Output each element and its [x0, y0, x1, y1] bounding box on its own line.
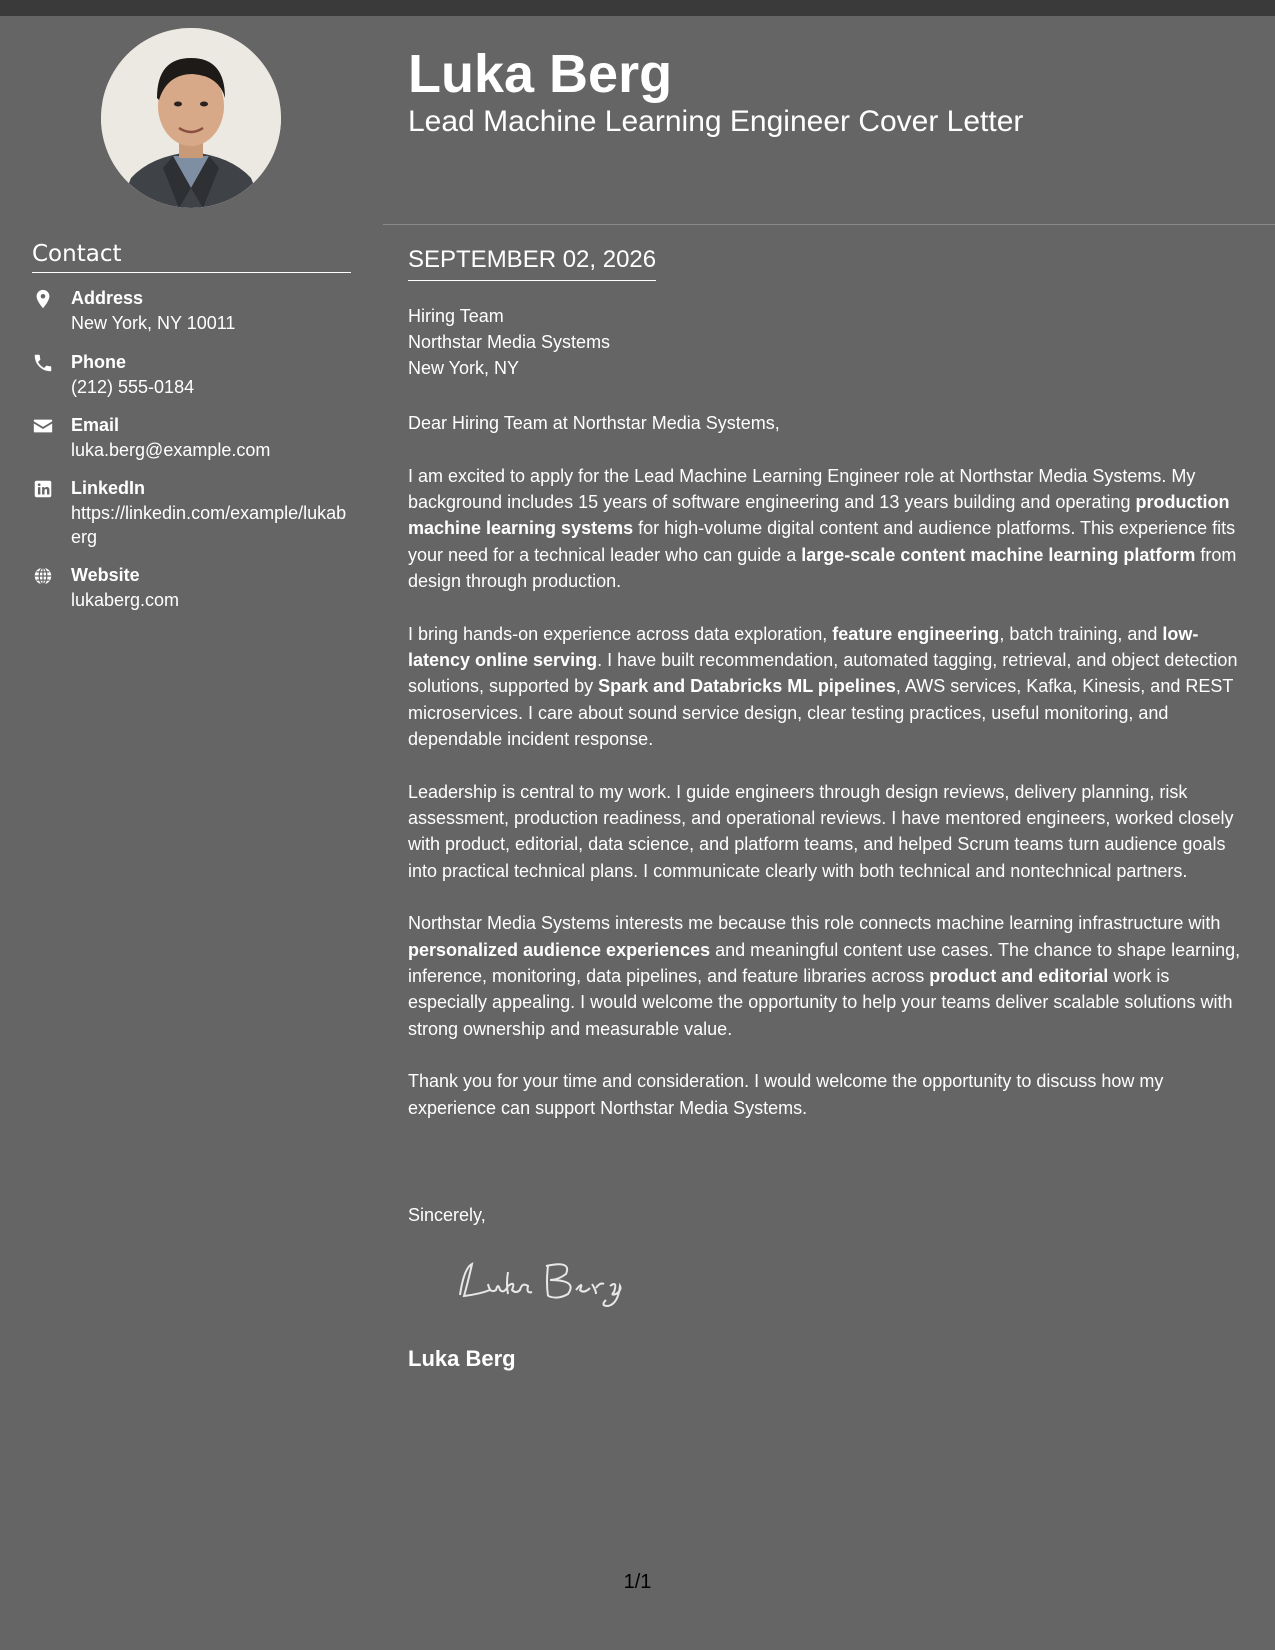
body-text: Northstar Media Systems interests me because this role connects machine learning infrastructure with	[408, 913, 1221, 934]
recipient-line: New York, NY	[408, 358, 520, 378]
emphasis-text: feature engineering	[832, 623, 1000, 644]
letter-body	[408, 410, 1250, 1148]
contact-label: Website	[71, 565, 140, 585]
body-text: for high-volume digital content and audience platforms. This experience fits your need for a technical leader who can guide a	[408, 518, 1236, 565]
body-paragraph	[408, 621, 1250, 752]
emphasis-text: production machine learning systems	[408, 492, 1230, 539]
contact-label: LinkedIn	[71, 478, 146, 498]
top-bar	[0, 0, 1275, 16]
emphasis-text: personalized audience experiences	[408, 939, 711, 960]
body-paragraph	[408, 463, 1250, 594]
contact-label: Phone	[71, 352, 127, 372]
body-text: . I have built recommendation, automated tagging, retrieval, and object detection solutions, supported by	[408, 650, 1238, 697]
body-text: from design through production.	[408, 544, 1237, 591]
emphasis-text: Spark and Databricks ML pipelines	[598, 676, 896, 697]
linkedin-icon	[32, 478, 54, 500]
document-subtitle: Lead Machine Learning Engineer Cover Letter	[408, 105, 1024, 138]
letter-date: SEPTEMBER 02, 2026	[408, 244, 656, 281]
recipient-line: Hiring Team	[408, 306, 504, 326]
emphasis-text: product and editorial	[929, 966, 1109, 987]
globe-icon	[32, 565, 54, 587]
avatar	[101, 28, 281, 208]
body-text: I bring hands-on experience across data exploration,	[408, 623, 833, 644]
emphasis-text: low-latency online serving	[408, 623, 1199, 671]
body-text: and meaningful content use cases. The chance to shape learning, inference, monitoring, data pipelines, and feature libraries across	[408, 939, 1241, 987]
recipient-block	[408, 303, 610, 381]
signer-name: Luka Berg	[408, 1346, 516, 1371]
body-paragraph	[408, 779, 1250, 884]
body-text: I am excited to apply for the Lead Machine Learning Engineer role at Northstar Media Systems. My background includes 15 years of software engineering and 13 years building and operating	[408, 465, 1196, 513]
email-value[interactable]: luka.berg@example.com	[71, 440, 271, 460]
recipient-line: Northstar Media Systems	[408, 332, 611, 352]
phone-value[interactable]: (212) 555-0184	[71, 377, 195, 397]
body-text: Leadership is central to my work. I guide engineers through design reviews, delivery planning, risk assessment, production readiness, and operational reviews. I have mentored engineers, worked closely with product, editorial, data science, and platform teams, and helped Scrum teams turn audience goals into practical technical plans. I communicate clearly with both technical and nontechnical partners.	[408, 781, 1234, 881]
envelope-icon	[32, 415, 54, 437]
body-text: Thank you for your time and consideration. I would welcome the opportunity to discuss how my experience can support Northstar Media Systems.	[408, 1071, 1164, 1118]
map-pin-icon	[32, 288, 54, 310]
linkedin-value[interactable]: https://linkedin.com/example/lukaberg	[71, 503, 347, 547]
body-text: , batch training, and	[999, 623, 1163, 644]
body-text: , AWS services, Kafka, Kinesis, and REST microservices. I care about sound service design, clear testing practices, useful monitoring, and dependable incident response.	[408, 676, 1234, 749]
candidate-name: Luka Berg	[408, 44, 673, 104]
handwritten-signature	[450, 1250, 650, 1310]
address-value: New York, NY 10011	[71, 313, 236, 333]
header-divider	[383, 224, 1275, 225]
website-value[interactable]: lukaberg.com	[71, 590, 180, 610]
page-number: 1/1	[623, 1571, 652, 1593]
closing: Sincerely,	[408, 1205, 486, 1225]
contact-label: Address	[71, 288, 144, 308]
contact-label: Email	[71, 415, 120, 435]
body-paragraph	[408, 1068, 1250, 1121]
emphasis-text: large-scale content machine learning platform	[801, 544, 1196, 565]
body-text: work is especially appealing. I would welcome the opportunity to help your teams deliver scalable solutions with strong ownership and measurable value.	[408, 966, 1233, 1039]
body-paragraph	[408, 910, 1250, 1041]
phone-icon	[32, 352, 54, 374]
contact-heading: Contact	[32, 240, 351, 273]
salutation: Dear Hiring Team at Northstar Media Systems,	[408, 413, 780, 433]
